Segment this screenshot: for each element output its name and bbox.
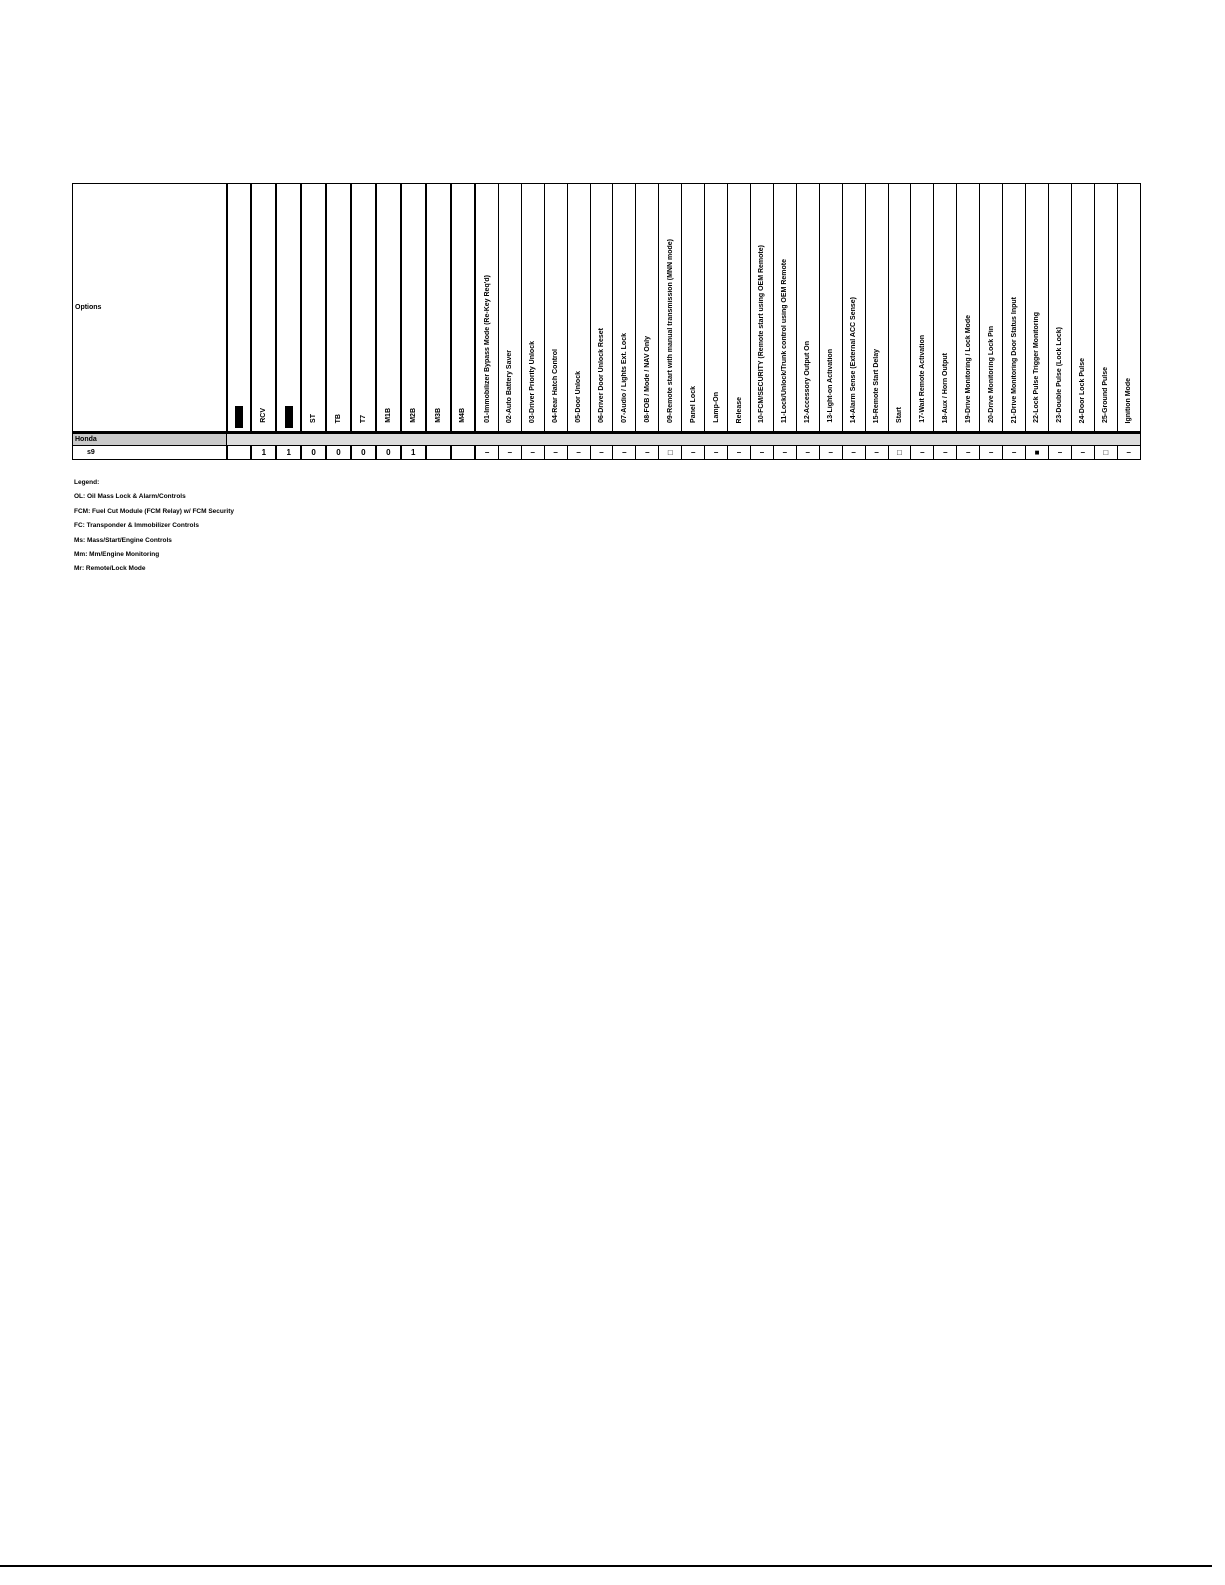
- table-cell: –: [544, 446, 567, 460]
- legend-item: Ms: Mass/Start/Engine Controls: [74, 536, 172, 544]
- table-cell: –: [498, 446, 521, 460]
- column-header-label: 22-Lock Pulse Trigger Monitoring: [1033, 312, 1041, 423]
- column-header-label: 07-Audio / Lights Ext. Lock: [620, 333, 628, 423]
- column-header-label: 20-Drive Monitoring Lock Pin: [987, 326, 995, 423]
- column-header: [934, 184, 957, 433]
- column-header-label: 05-Door Unlock: [575, 371, 583, 423]
- table-cell: □: [659, 446, 682, 460]
- column-header-label: 04-Rear Hatch Control: [552, 349, 560, 423]
- make-label: Honda: [73, 433, 227, 446]
- table-cell: –: [750, 446, 773, 460]
- column-header-label: 24-Door Lock Pulse: [1079, 357, 1087, 423]
- column-header: [251, 184, 276, 433]
- column-header: [911, 184, 934, 433]
- column-header: [796, 184, 819, 433]
- column-header: [682, 184, 705, 433]
- column-header-label: 17-Wait Remote Activation: [918, 335, 926, 423]
- table-cell: –: [1048, 446, 1071, 460]
- column-header: [819, 184, 842, 433]
- column-header: [567, 184, 590, 433]
- table-cell: –: [796, 446, 819, 460]
- column-header-label: 13-Light-on Activation: [827, 349, 835, 423]
- column-header-label: 01-Immobilizer Bypass Mode (Re-Key Req'd): [483, 275, 491, 423]
- column-header-label: 21-Drive Monitoring Door Status Input: [1010, 296, 1018, 423]
- table-cell: –: [1003, 446, 1026, 460]
- column-header: [1026, 184, 1049, 433]
- table-cell: [227, 446, 252, 460]
- header-row: [73, 184, 1141, 433]
- column-header: [426, 184, 451, 433]
- column-header-label: 09-Remote start with manual transmission (MNN mode): [666, 239, 674, 423]
- legend-item: FC: Transponder & Immobilizer Controls: [74, 522, 199, 530]
- table-cell: ■: [1026, 446, 1049, 460]
- column-header-label: 14-Alarm Sense (External ACC Sense): [850, 296, 858, 423]
- table-cell: –: [567, 446, 590, 460]
- table-cell: –: [728, 446, 751, 460]
- column-header-label: T7: [359, 414, 367, 423]
- column-header-label: 25-Ground Pulse: [1102, 366, 1110, 423]
- column-header: [301, 184, 326, 433]
- table-cell: 0: [301, 446, 326, 460]
- table-cell: 1: [251, 446, 276, 460]
- table-cell: [426, 446, 451, 460]
- column-header: [888, 184, 911, 433]
- legend-item: OL: Oil Mass Lock & Alarm/Controls: [74, 493, 186, 501]
- column-header-label: 19-Drive Monitoring / Lock Mode: [964, 314, 972, 423]
- column-header-label: 12-Accessory Output On: [804, 340, 812, 423]
- table-cell: –: [590, 446, 613, 460]
- legend-item: Mm: Mm/Engine Monitoring: [74, 551, 160, 559]
- column-header-label: Release: [735, 396, 743, 423]
- column-header: [636, 184, 659, 433]
- column-header-label: 23-Double Pulse (Lock Lock): [1056, 327, 1064, 423]
- column-header-label: TB: [335, 413, 342, 423]
- table-cell: –: [1117, 446, 1140, 460]
- column-header: [1117, 184, 1140, 433]
- column-header: [276, 184, 301, 433]
- legend-item: FCM: Fuel Cut Module (FCM Relay) w/ FCM Security: [74, 507, 234, 515]
- column-header-label: M4B: [459, 408, 467, 423]
- table-cell: –: [521, 446, 544, 460]
- table-cell: □: [1094, 446, 1117, 460]
- table-cell: 1: [276, 446, 301, 460]
- table-cell: □: [888, 446, 911, 460]
- legend-title: Legend:: [74, 479, 100, 486]
- column-header: [475, 184, 498, 433]
- legend: [74, 476, 234, 577]
- column-header: [544, 184, 567, 433]
- column-header-label: M1B: [384, 408, 392, 423]
- column-header-label: 03-Driver Priority Unlock: [529, 340, 537, 423]
- column-header-label: Lamp-On: [712, 392, 720, 423]
- options-label: Options: [75, 304, 102, 311]
- table-cell: –: [636, 446, 659, 460]
- table-cell: [451, 446, 476, 460]
- column-header: [750, 184, 773, 433]
- column-header: [1048, 184, 1071, 433]
- legend-item: Mr: Remote/Lock Mode: [74, 565, 146, 573]
- column-header: [1003, 184, 1026, 433]
- table-row: [73, 446, 1141, 460]
- column-header-label: 02-Auto Battery Saver: [506, 349, 514, 423]
- column-header: [728, 184, 751, 433]
- table-cell: 0: [376, 446, 401, 460]
- header-marker: [285, 406, 293, 428]
- column-header: [865, 184, 888, 433]
- column-header: [705, 184, 728, 433]
- row-label: s9: [73, 446, 227, 460]
- header-marker: [235, 406, 243, 428]
- table-cell: –: [980, 446, 1003, 460]
- column-header: [376, 184, 401, 433]
- table-cell: –: [934, 446, 957, 460]
- page-bottom-rule: [0, 1565, 1212, 1567]
- column-header: [613, 184, 636, 433]
- column-header: [451, 184, 476, 433]
- section-fill: [227, 433, 1141, 446]
- table-cell: –: [1071, 446, 1094, 460]
- table-cell: –: [613, 446, 636, 460]
- column-header-label: Ignition Mode: [1125, 377, 1133, 423]
- table-cell: –: [773, 446, 796, 460]
- table-cell: 0: [351, 446, 376, 460]
- column-header: [227, 184, 252, 433]
- column-header-label: 18-Aux / Horn Output: [941, 352, 949, 423]
- table-cell: –: [705, 446, 728, 460]
- column-header: [980, 184, 1003, 433]
- column-header: [521, 184, 544, 433]
- column-header: [498, 184, 521, 433]
- column-header: [773, 184, 796, 433]
- column-header-label: 11-Lock/Unlock/Trunk control using OEM Remote: [781, 258, 789, 423]
- make-section-row: [73, 433, 1141, 446]
- table-cell: 1: [401, 446, 426, 460]
- table-cell: –: [842, 446, 865, 460]
- column-header: [590, 184, 613, 433]
- column-header: [401, 184, 426, 433]
- corner-header-cell: [73, 184, 227, 433]
- column-header: [659, 184, 682, 433]
- column-header: [957, 184, 980, 433]
- table-cell: –: [911, 446, 934, 460]
- table-cell: –: [475, 446, 498, 460]
- column-header-label: RCV: [260, 408, 268, 423]
- table-cell: –: [957, 446, 980, 460]
- column-header-label: M2B: [409, 408, 417, 423]
- column-header-label: M3B: [434, 408, 442, 423]
- column-header-label: 10-FCM/SECURITY (Remote start using OEM Remote): [758, 244, 766, 423]
- table-cell: 0: [326, 446, 351, 460]
- column-header: [326, 184, 351, 433]
- column-header-label: 15-Remote Start Delay: [873, 348, 881, 423]
- compatibility-table: [72, 183, 1141, 460]
- column-header: [842, 184, 865, 433]
- column-header-label: Start: [895, 407, 903, 423]
- table-cell: –: [865, 446, 888, 460]
- column-header-label: 06-Driver Door Unlock Reset: [597, 328, 605, 423]
- column-header-label: Panel Lock: [689, 386, 697, 423]
- column-header: [351, 184, 376, 433]
- column-header: [1094, 184, 1117, 433]
- column-header: [1071, 184, 1094, 433]
- column-header-label: ST: [310, 414, 318, 423]
- column-header-label: 08-FOB / Mode / NAV Only: [643, 336, 651, 423]
- table-cell: –: [819, 446, 842, 460]
- table-cell: –: [682, 446, 705, 460]
